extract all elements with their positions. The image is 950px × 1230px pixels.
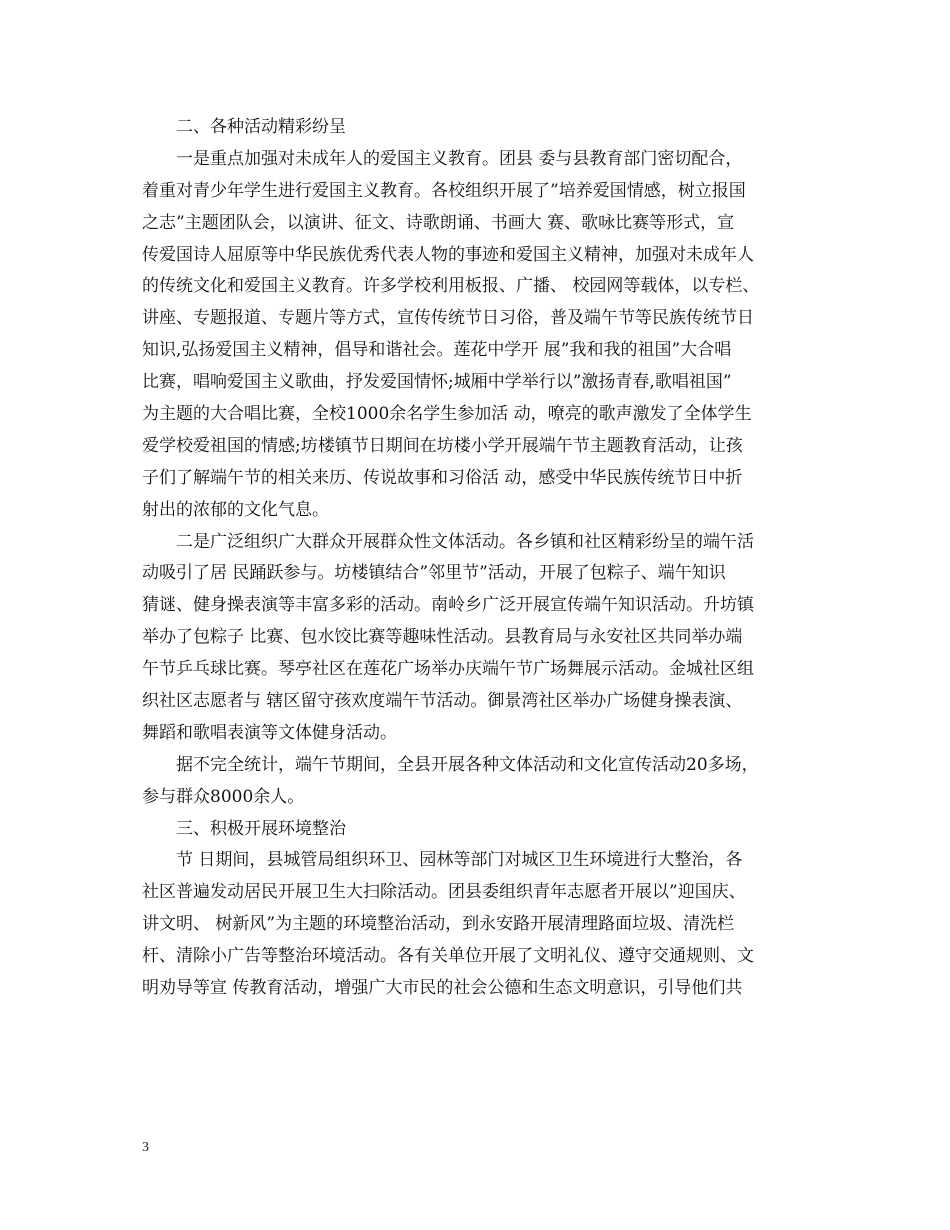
text-line: 讲文明、 树新风”为主题的环境整治活动，到永安路开展清理路面垃圾、清洗栏 [142, 914, 735, 935]
text-line: 为主题的大合唱比赛，全校1000余名学生参加活 动，嘹亮的歌声激发了全体学生 [142, 404, 752, 425]
text-line: 明劝导等宣 传教育活动，增强广大市民的社会公德和生态文明意识，引导他们共 [142, 978, 743, 999]
text-line: 节 日期间，县城管局组织环卫、园林等部门对城区卫生环境进行大整治，各 [176, 850, 743, 871]
text-line: 子们了解端午节的相关来历、传说故事和习俗活 动，感受中华民族传统节日中折 [142, 467, 743, 488]
text-line: 爱学校爱祖国的情感;坊楼镇节日期间在坊楼小学开展端午节主题教育活动，让孩 [142, 435, 743, 456]
text-line: 比赛，唱响爱国主义歌曲，抒发爱国情怀;城厢中学举行以”激扬青春,歌唱祖国” [142, 372, 732, 393]
text-line: 社区普遍发动居民开展卫生大扫除活动。团县委组织青年志愿者开展以”迎国庆、 [142, 882, 746, 903]
document-body [142, 112, 832, 1005]
text-line: 讲座、专题报道、专题片等方式，宣传传统节日习俗，普及端午节等民族传统节日 [142, 308, 754, 329]
text-line: 射出的浓郁的文化气息。 [142, 499, 329, 520]
text-line: 杆、清除小广告等整治环境活动。各有关单位开展了文明礼仪、遵守交通规则、文 [142, 946, 754, 967]
text-line: 一是重点加强对未成年人的爱国主义教育。团县 委与县教育部门密切配合， [176, 148, 743, 169]
text-line: 二、各种活动精彩纷呈 [176, 117, 346, 137]
text-line: 舞蹈和歌唱表演等文体健身活动。 [142, 722, 397, 743]
text-line: 动吸引了居 民踊跃参与。坊楼镇结合”邻里节”活动，开展了包粽子、端午知识 [142, 563, 726, 584]
text-line: 织社区志愿者与 辖区留守孩欢度端午节活动。御景湾社区举办广场健身操表演、 [142, 691, 743, 712]
text-line: 知识,弘扬爱国主义精神，倡导和谐社会。莲花中学开 展”我和我的祖国”大合唱 [142, 340, 732, 361]
text-line: 猜谜、健身操表演等丰富多彩的活动。南岭乡广泛开展宣传端午知识活动。升坊镇 [142, 595, 754, 616]
text-line: 三、积极开展环境整治 [176, 818, 346, 839]
text-line: 据不完全统计，端午节期间，全县开展各种文体活动和文化宣传活动20多场， [176, 754, 759, 775]
text-line: 参与群众8000余人。 [142, 786, 305, 807]
text-line: 的传统文化和爱国主义教育。许多学校利用板报、广播、 校园网等载体，以专栏、 [142, 276, 760, 297]
text-line: 举办了包粽子 比赛、包水饺比赛等趣味性活动。县教育局与永安社区共同举办端 [142, 627, 743, 648]
text-line: 之志”主题团队会，以演讲、征文、诗歌朗诵、书画大 赛、歌咏比赛等形式，宣 [142, 212, 735, 233]
text-line: 着重对青少年学生进行爱国主义教育。各校组织开展了”培养爱国情感，树立报国 [142, 180, 746, 201]
text-line: 二是广泛组织广大群众开展群众性文体活动。各乡镇和社区精彩纷呈的端午活 [176, 531, 754, 552]
text-line: 午节乒乓球比赛。琴亭社区在莲花广场举办庆端午节广场舞展示活动。金城社区组 [142, 659, 754, 680]
text-line: 传爱国诗人屈原等中华民族优秀代表人物的事迹和爱国主义精神，加强对未成年人 [142, 244, 754, 265]
page-number: 3 [142, 1140, 149, 1155]
